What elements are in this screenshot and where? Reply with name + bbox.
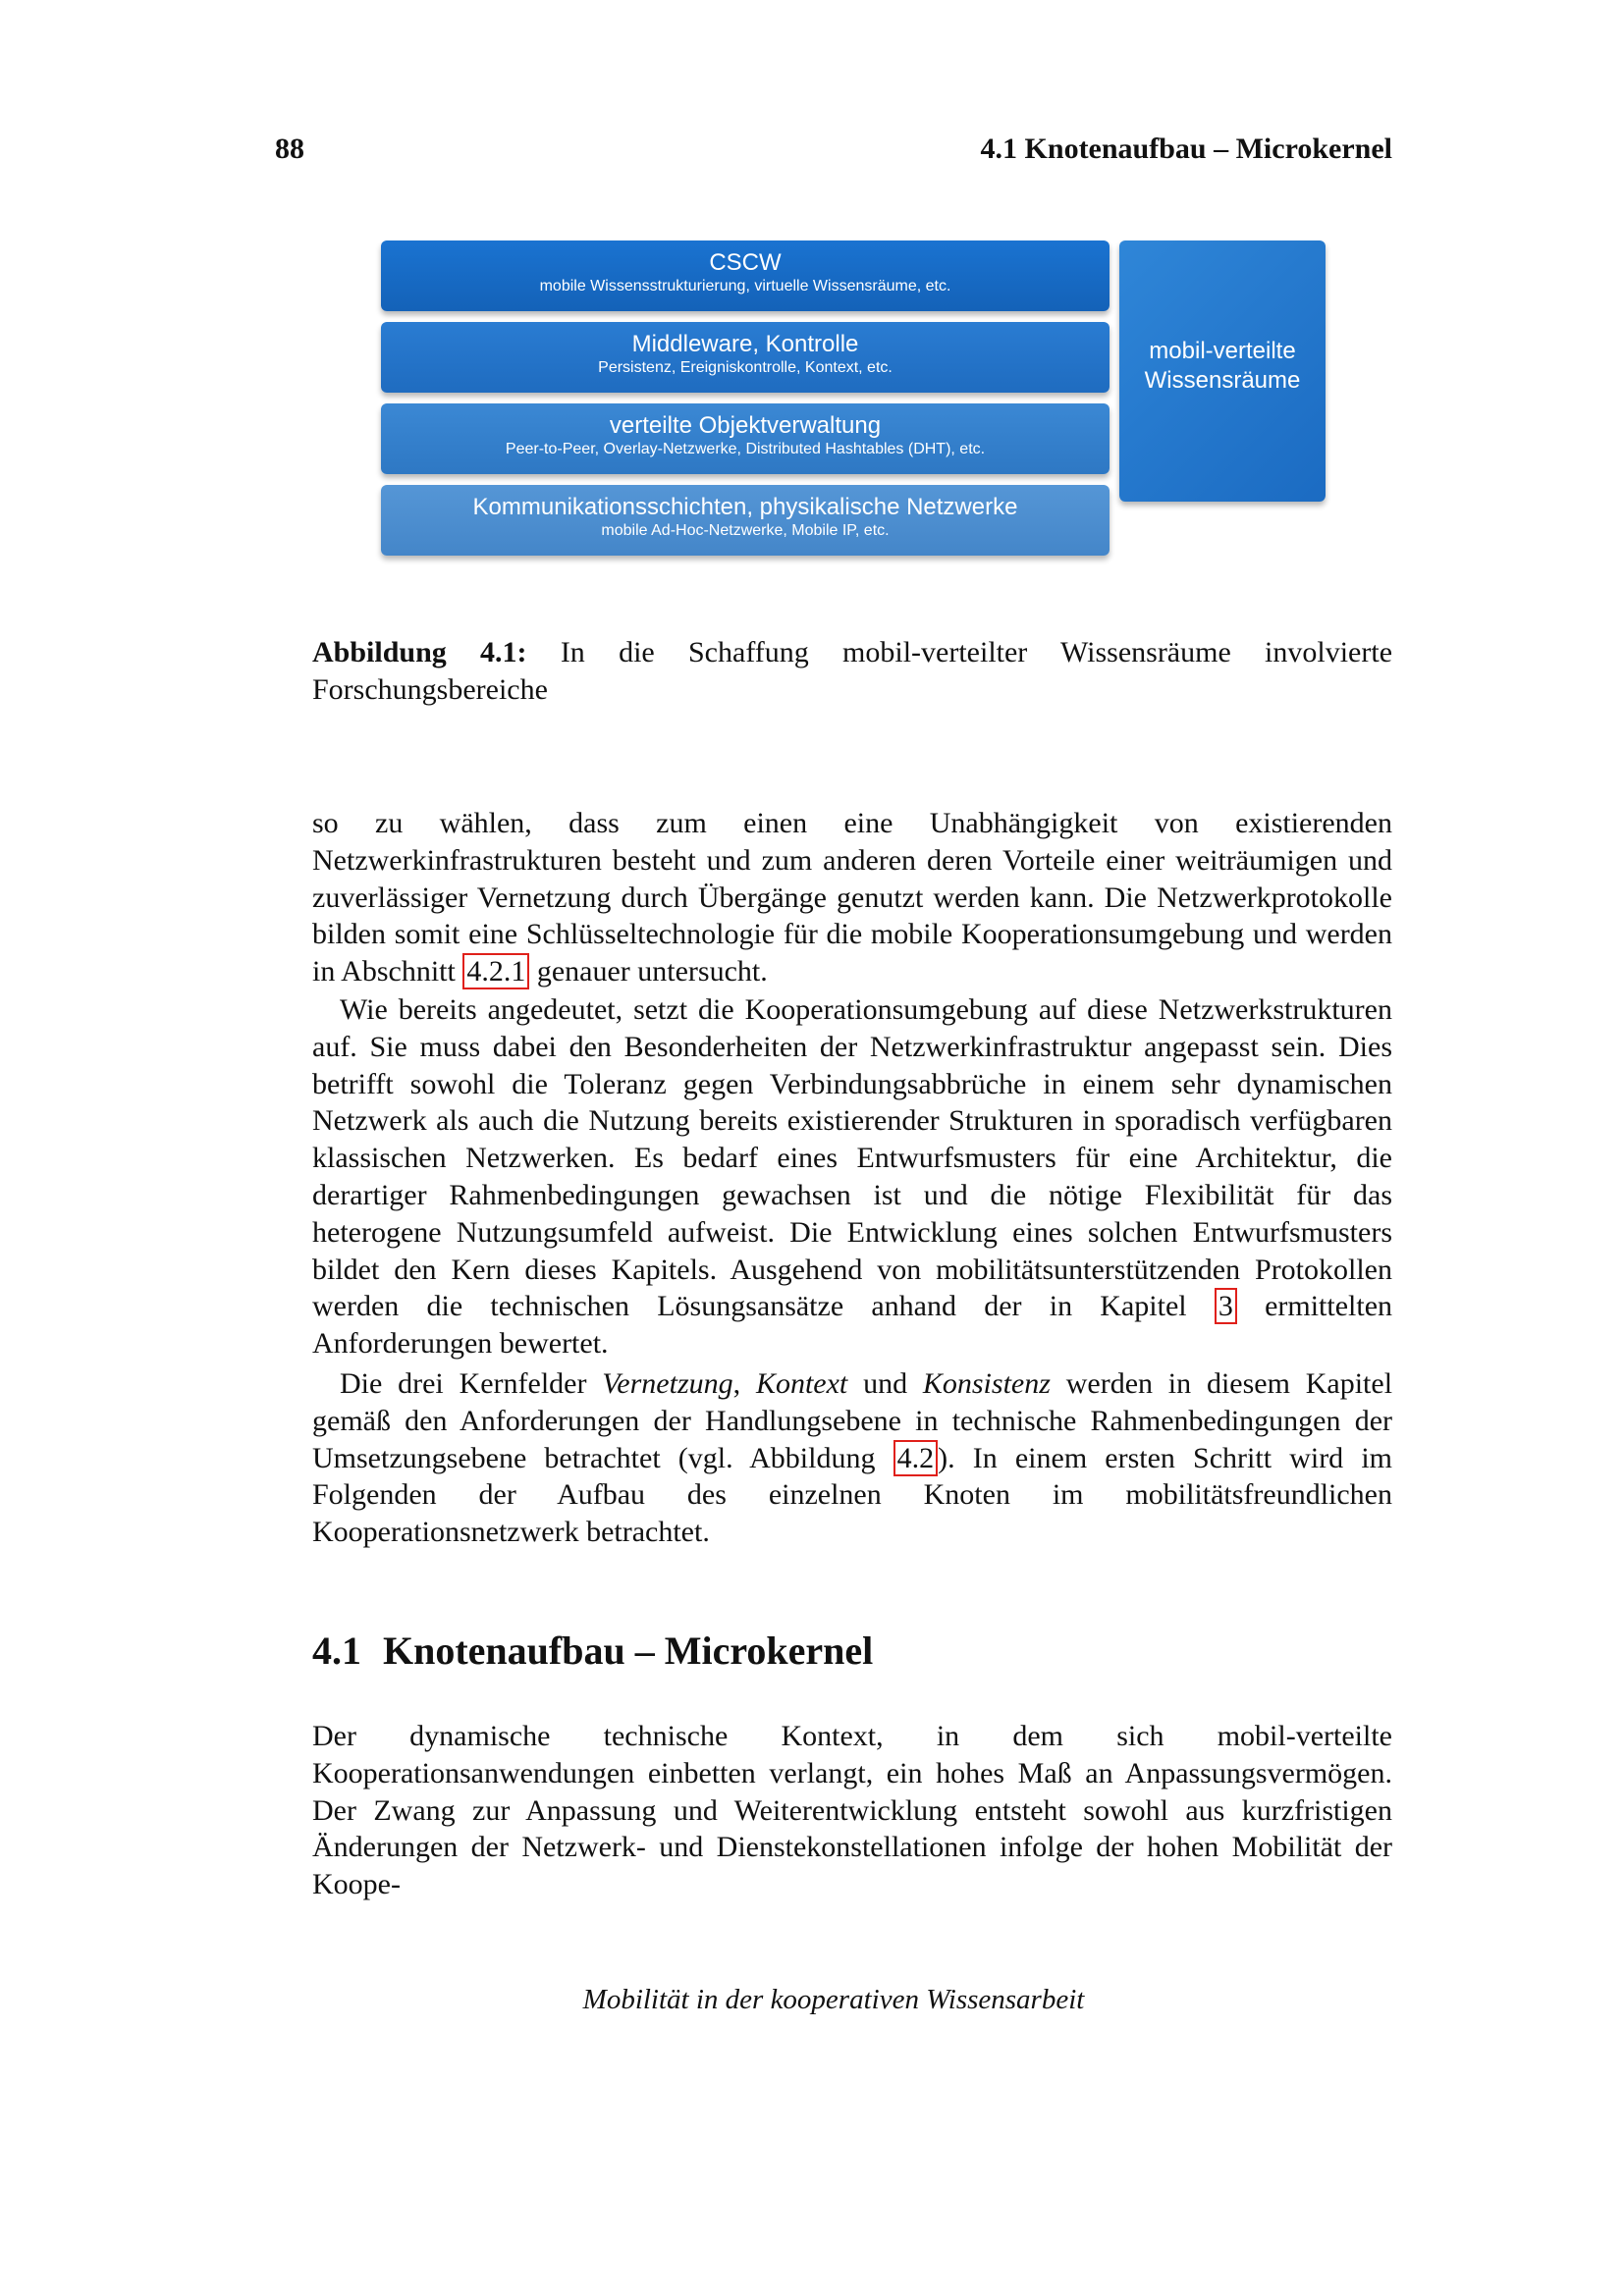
running-header: [275, 130, 1392, 169]
layer-middleware: [381, 322, 1110, 393]
paragraph-3: [312, 1365, 1392, 1551]
p3-start: Die drei Kernfelder: [340, 1367, 587, 1400]
page-footer: Mobilität in der kooperativen Wissensarbeit: [582, 1984, 1085, 2015]
side-box-line2: Wissensräume: [1144, 367, 1301, 394]
layer-title: CSCW: [709, 249, 782, 276]
p1-text-after: genauer untersucht.: [536, 955, 768, 988]
side-box-line1: mobil-verteilte: [1149, 338, 1296, 364]
p3-term-kontext: Kontext: [755, 1367, 848, 1400]
ref-link-figure[interactable]: 4.2: [893, 1440, 939, 1476]
layer-subtitle: Peer-to-Peer, Overlay-Netzwerke, Distributed Hashtables (DHT), etc.: [505, 441, 986, 457]
p4-text: Der dynamische technische Kontext, in dem sich mobil-verteilte Kooperationsanwendungen einbetten verlangt, ein hohes Maß an Anpassungsvermögen. Der Zwang zur Anpassung und Weiterentwicklung entsteht sowohl aus kurzfristigen Änderungen der Netzwerk- und Dienstekonstellationen infolge der hohen Mobilität der Koope-: [312, 1720, 1392, 1901]
layer-subtitle: mobile Wissensstrukturierung, virtuelle Wissensräume, etc.: [539, 278, 951, 294]
p3-text-after: ). In einem ersten Schritt wird im Folgenden der Aufbau des einzelnen Knoten im mobilitätsfreundlichen Kooperationsnetzwerk betrachtet.: [312, 1441, 1392, 1549]
layer-subtitle: Persistenz, Ereigniskontrolle, Kontext, etc.: [598, 359, 893, 376]
paragraph-1: [312, 805, 1392, 990]
page-number: 88: [275, 133, 304, 165]
p3-term-konsistenz: Konsistenz: [922, 1367, 1051, 1400]
layer-communication: [381, 485, 1110, 556]
ref-link-chapter[interactable]: 3: [1215, 1288, 1237, 1324]
section-number: 4.1: [312, 1629, 361, 1673]
layer-title: Kommunikationsschichten, physikalische Netzwerke: [472, 494, 1018, 520]
section-title: Knotenaufbau – Microkernel: [383, 1629, 874, 1673]
ref-link-section[interactable]: 4.2.1: [462, 953, 529, 989]
p3-term-vernetzung: Vernetzung: [602, 1367, 733, 1400]
p2-text-after: ermittelten Anforderungen bewertet.: [312, 1290, 1393, 1361]
layer-object-management: [381, 403, 1110, 474]
layer-title: Middleware, Kontrolle: [631, 331, 859, 357]
figure-caption: [312, 634, 1392, 709]
layer-subtitle: mobile Ad-Hoc-Netzwerke, Mobile IP, etc.: [601, 522, 890, 539]
paragraph-2: [312, 991, 1392, 1362]
p2-text-before: Wie bereits angedeutet, setzt die Kooperationsumgebung auf diese Netzwerkstrukturen auf. Sie muss dabei den Besonderheiten der Netzwerkinfrastruktur angepasst sein. Dies betrifft sowohl die Toleranz gegen Verbindungsabbrüche in einem sehr dynamischen Netzwerk als auch die Nutzung bereits existierender Strukturen in sporadisch verfügbaren klassischen Netzwerken. Es bedarf eines Entwurfsmusters für eine Architektur, die derartiger Rahmenbedingungen gewachsen ist und die nötige Flexibilität für das heterogene Nutzungsumfeld aufweist. Die Entwicklung eines solchen Entwurfsmusters bildet den Kern dieses Kapitels. Ausgehend von mobilitätsunterstützenden Protokollen werden die technischen Lösungsansätze anhand der in Kapitel: [312, 993, 1392, 1323]
p3-text-before: werden in diesem Kapitel gemäß den Anforderungen der Handlungsebene in technische Rahmenbedingungen der Umsetzungsebene betrachtet (vgl. Abbildung: [312, 1367, 1393, 1474]
layer-cscw: [381, 240, 1110, 311]
caption-label: Abbildung 4.1:: [312, 636, 527, 668]
p1-text-before: so zu wählen, dass zum einen eine Unabhängigkeit von existierenden Netzwerkinfrastrukturen besteht und zum anderen deren Vorteile einer weiträumigen und zuverlässiger Vernetzung durch Übergänge genutzt werden kann. Die Netzwerkprotokolle bilden somit eine Schlüsseltechnologie für die mobile Kooperationsumgebung und werden in Abschnitt: [312, 807, 1392, 988]
paragraph-4: [312, 1718, 1392, 1903]
caption-text: In die Schaffung mobil-verteilter Wissensräume involvierte Forschungsbereiche: [312, 636, 1393, 706]
figure-4-1: [381, 240, 1326, 564]
layer-title: verteilte Objektverwaltung: [609, 412, 882, 439]
side-box-knowledge-spaces: [1119, 240, 1326, 502]
section-heading: [312, 1627, 1392, 1676]
running-title: 4.1 Knotenaufbau – Microkernel: [980, 133, 1392, 165]
p3-mid: und: [863, 1367, 908, 1400]
p3-sep: ,: [732, 1367, 741, 1400]
